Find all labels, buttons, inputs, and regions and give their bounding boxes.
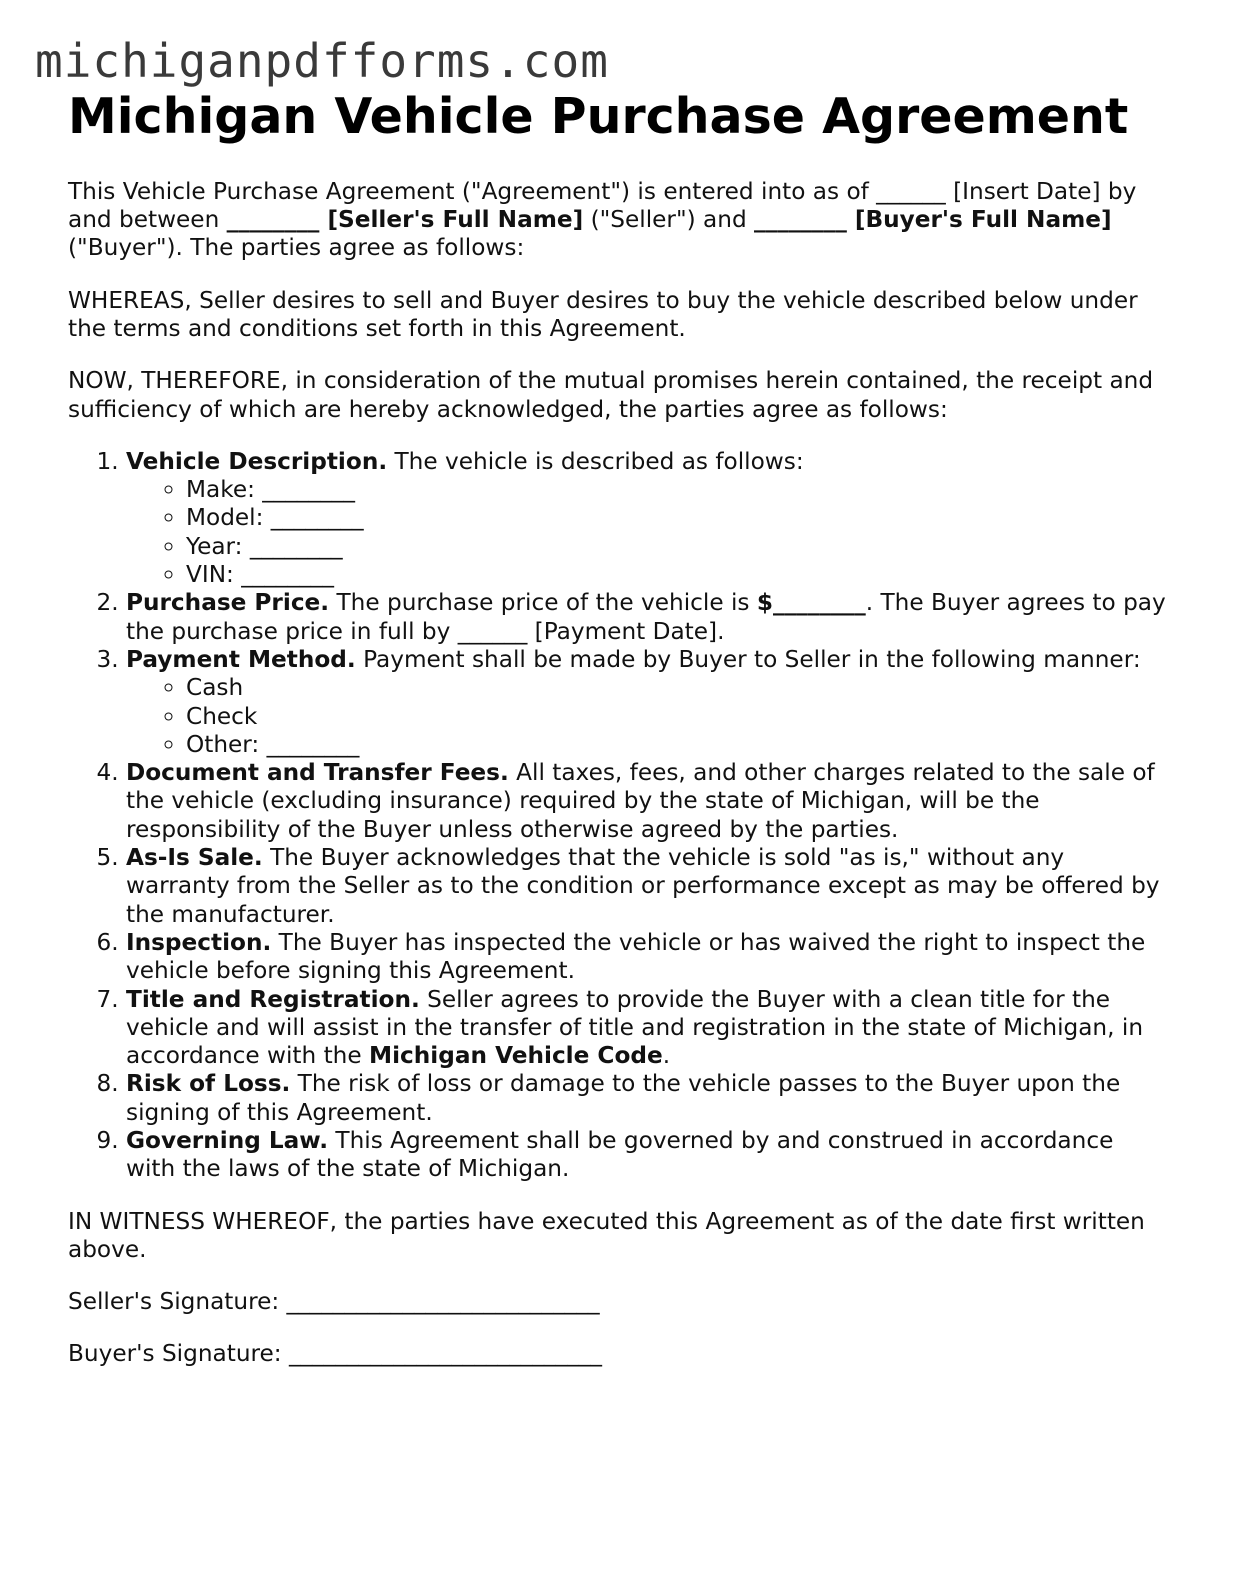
term-text: All taxes, fees, and other charges related to the sale of the vehicle (excluding insurance) required by the state of Michigan, will be the responsibility of the Buyer unless otherwise agreed by the parties. [126,759,1155,843]
seller-signature-line: Seller's Signature: ___________________________ [68,1288,600,1316]
payment-option-other: ◦ Other: ________ [186,731,1168,759]
vehicle-code-reference: Michigan Vehicle Code [369,1042,663,1070]
term-heading: Purchase Price. [126,589,330,617]
intro-text-2: ("Seller") and [583,206,755,234]
term-document-fees [126,759,1168,844]
seller-name-blank: ________ [Seller's Full Name] [226,206,584,234]
term-text: . The Buyer agrees to pay the purchase price in full by ______ [Payment Date]. [126,589,1166,645]
payment-option-cash: ◦ Cash [186,674,1168,702]
term-heading: Payment Method. [126,645,356,673]
payment-option-check: ◦ Check [186,703,1168,731]
term-text: The vehicle is described as follows: [387,447,804,475]
term-text: The risk of loss or damage to the vehicle passes to the Buyer upon the signing of this Agreement. [126,1070,1121,1126]
vehicle-details-list [126,476,1168,589]
term-governing-law [126,1127,1168,1184]
intro-paragraph [68,178,1168,263]
vehicle-vin: ◦ VIN: ________ [186,561,1168,589]
now-therefore-paragraph: NOW, THEREFORE, in consideration of the mutual promises herein contained, the receipt and sufficiency of which are hereby acknowledged, the parties agree as follows: [68,367,1154,423]
term-heading: Vehicle Description. [126,447,388,475]
vehicle-year: ◦ Year: ________ [186,533,1168,561]
term-text: . [662,1042,671,1070]
term-risk-of-loss [126,1070,1168,1127]
term-title-registration [126,986,1168,1071]
term-heading: Title and Registration. [126,985,420,1013]
document-title: Michigan Vehicle Purchase Agreement [68,88,1129,145]
intro-text-1: This Vehicle Purchase Agreement ("Agreement") is entered into as of ______ [Insert Date] by and between [68,177,1137,234]
term-heading: Inspection. [126,928,272,956]
intro-text-3: ("Buyer"). The parties agree as follows: [68,234,525,262]
site-watermark: michiganpdfforms.com [35,34,609,88]
payment-options-list [126,674,1168,759]
vehicle-make: ◦ Make: ________ [186,476,1168,504]
witness-paragraph: IN WITNESS WHEREOF, the parties have executed this Agreement as of the date first written above. [68,1207,1145,1263]
term-text: The purchase price of the vehicle is [329,589,757,617]
term-heading: Risk of Loss. [126,1070,291,1098]
term-inspection [126,929,1168,986]
term-purchase-price [126,589,1168,646]
term-text: This Agreement shall be governed by and construed in accordance with the laws of the state of Michigan. [126,1127,1114,1183]
buyer-name-blank: ________ [Buyer's Full Name] [754,206,1112,234]
buyer-signature-line: Buyer's Signature: ___________________________ [68,1340,603,1368]
term-text: The Buyer acknowledges that the vehicle is sold "as is," without any warranty from the Seller as to the condition or performance except as may be offered by the manufacturer. [126,844,1160,928]
document-page [68,88,1168,1369]
term-heading: As-Is Sale. [126,844,263,872]
term-text: Seller agrees to provide the Buyer with a clean title for the vehicle and will assist in the transfer of title and registration in the state of Michigan, in accordance with the [126,985,1144,1070]
term-text: Payment shall be made by Buyer to Seller in the following manner: [355,645,1141,673]
term-as-is-sale [126,844,1168,929]
term-vehicle-description [126,448,1168,589]
term-payment-method [126,646,1168,759]
vehicle-model: ◦ Model: ________ [186,504,1168,532]
term-heading: Document and Transfer Fees. [126,759,509,787]
terms-list [68,448,1168,1184]
price-blank: $________ [756,589,866,617]
term-heading: Governing Law. [126,1127,329,1154]
whereas-paragraph: WHEREAS, Seller desires to sell and Buyer desires to buy the vehicle described below under the terms and conditions set forth in this Agreement. [68,286,1138,342]
document-body [68,178,1168,1369]
term-text: The Buyer has inspected the vehicle or has waived the right to inspect the vehicle before signing this Agreement. [126,928,1146,985]
